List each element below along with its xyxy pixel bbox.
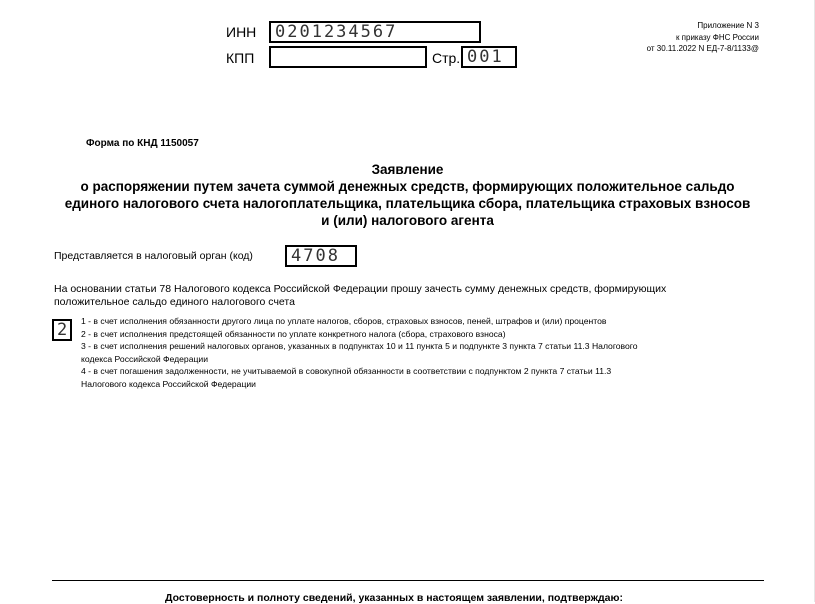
title-line: Заявление [371,162,444,177]
tax-authority-label: Представляется в налоговый орган (код) [54,250,253,262]
basis-line: На основании статьи 78 Налогового кодекса Российской Федерации прошу зачесть сумму денежных средств, формирующих [54,283,667,295]
option-item: 1 - в счет исполнения обязанности другого лица по уплате налогов, сборов, страховых взносов, пеней, штрафов и (или) процентов [81,316,607,326]
options-list [81,315,761,390]
section-divider [52,580,764,581]
inn-label: ИНН [226,24,257,40]
option-item: 3 - в счет исполнения решений налоговых органов, указанных в подпунктах 10 и 11 пункта 5 и подпункте 3 пункта 7 статьи 11.3 Налогового [81,341,638,351]
option-item: Налогового кодекса Российской Федерации [81,378,256,389]
tax-authority-code-field[interactable]: 4708 [285,245,357,267]
appendix-note [647,20,759,55]
kpp-field[interactable] [269,46,427,68]
form-code: Форма по КНД 1150057 [86,138,199,149]
basis-text [54,283,666,309]
option-item: 2 - в счет исполнения предстоящей обязанности по уплате конкретного налога (сбора, страхового взноса) [81,328,506,339]
inn-field[interactable]: 0201234567 [269,21,481,43]
appendix-line: от 30.11.2022 N ЕД-7-8/1133@ [646,44,759,53]
page-number-field[interactable]: 001 [461,46,517,68]
form-title [0,161,815,229]
option-item: кодекса Российской Федерации [81,353,209,364]
option-select-field[interactable]: 2 [52,319,72,341]
appendix-line: к приказу ФНС России [675,32,759,42]
page-number-label: Стр. [432,50,461,66]
appendix-line: Приложение N 3 [697,21,759,30]
kpp-label: КПП [226,50,255,66]
confirmation-heading: Достоверность и полноту сведений, указанных в настоящем заявлении, подтверждаю: [165,592,623,604]
title-line: о распоряжении путем зачета суммой денежных средств, формирующих положительное сальдо [80,179,735,194]
option-item: 4 - в счет погашения задолженности, не учитываемой в совокупной обязанности в соответствии с подпунктом 2 пункта 7 статьи 11.3 [81,366,612,376]
title-line: единого налогового счета налогоплательщика, плательщика сбора, плательщика страховых взносов [64,196,751,211]
title-line: и (или) налогового агента [321,213,494,228]
basis-line: положительное сальдо единого налогового счета [54,296,295,308]
